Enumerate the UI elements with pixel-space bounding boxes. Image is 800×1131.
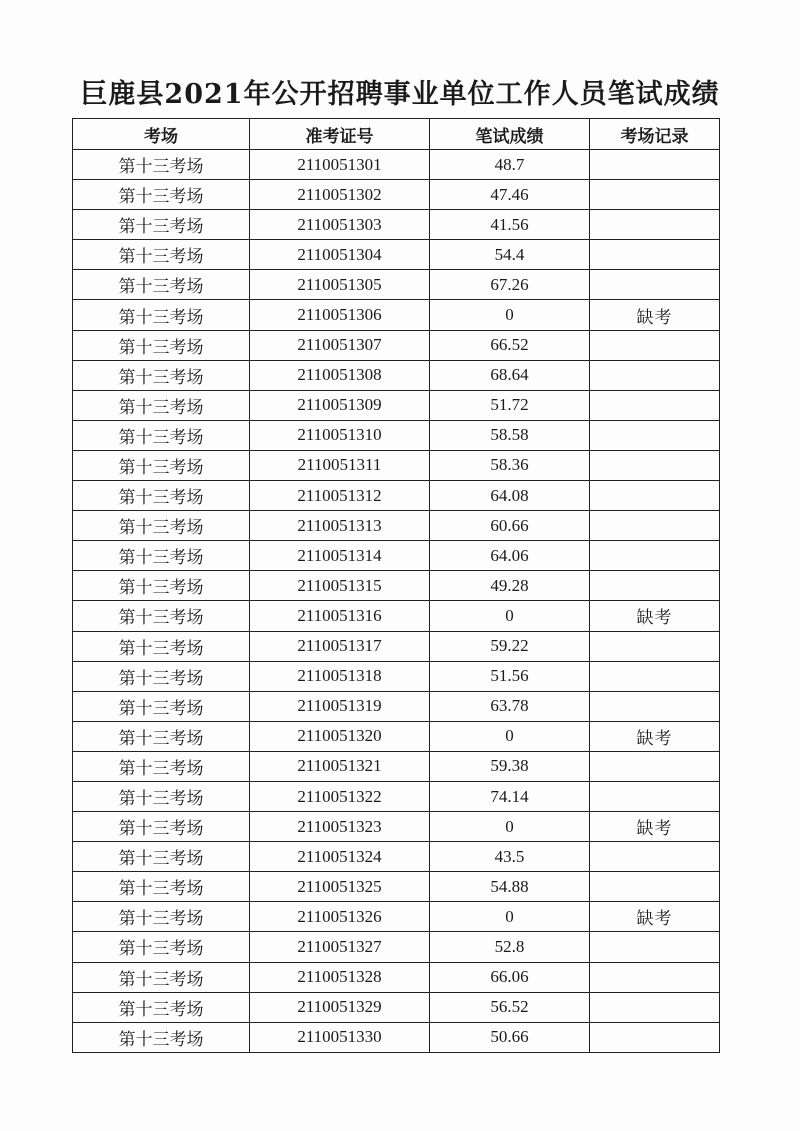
table-row — [73, 992, 720, 1022]
cell-exam-room: 第十三考场 — [73, 661, 250, 691]
table-row — [73, 631, 720, 661]
cell-admission-number: 2110051324 — [250, 842, 430, 872]
cell-exam-room: 第十三考场 — [73, 751, 250, 781]
cell-written-score: 49.28 — [430, 571, 590, 601]
cell-exam-room: 第十三考场 — [73, 631, 250, 661]
cell-exam-record — [590, 330, 720, 360]
cell-written-score: 66.52 — [430, 330, 590, 360]
table-row — [73, 932, 720, 962]
cell-written-score: 64.08 — [430, 481, 590, 511]
cell-exam-room: 第十三考场 — [73, 902, 250, 932]
cell-written-score: 0 — [430, 300, 590, 330]
cell-exam-room: 第十三考场 — [73, 601, 250, 631]
cell-exam-room: 第十三考场 — [73, 992, 250, 1022]
cell-admission-number: 2110051316 — [250, 601, 430, 631]
table-row — [73, 661, 720, 691]
cell-exam-record — [590, 481, 720, 511]
table-row — [73, 420, 720, 450]
cell-exam-record — [590, 150, 720, 180]
cell-exam-record — [590, 390, 720, 420]
cell-exam-record: 缺考 — [590, 812, 720, 842]
cell-admission-number: 2110051301 — [250, 150, 430, 180]
cell-admission-number: 2110051310 — [250, 420, 430, 450]
cell-written-score: 67.26 — [430, 270, 590, 300]
cell-written-score: 48.7 — [430, 150, 590, 180]
cell-admission-number: 2110051311 — [250, 450, 430, 480]
cell-written-score: 50.66 — [430, 1022, 590, 1052]
cell-written-score: 54.88 — [430, 872, 590, 902]
cell-exam-record: 缺考 — [590, 902, 720, 932]
table-row — [73, 571, 720, 601]
cell-written-score: 58.36 — [430, 450, 590, 480]
cell-admission-number: 2110051327 — [250, 932, 430, 962]
cell-exam-record — [590, 661, 720, 691]
cell-exam-room: 第十三考场 — [73, 571, 250, 601]
cell-exam-room: 第十三考场 — [73, 420, 250, 450]
cell-exam-record: 缺考 — [590, 721, 720, 751]
cell-exam-room: 第十三考场 — [73, 691, 250, 721]
cell-written-score: 0 — [430, 902, 590, 932]
table-body — [73, 150, 720, 1053]
table-row — [73, 812, 720, 842]
cell-exam-room: 第十三考场 — [73, 721, 250, 751]
cell-exam-room: 第十三考场 — [73, 962, 250, 992]
cell-written-score: 63.78 — [430, 691, 590, 721]
cell-exam-record — [590, 360, 720, 390]
table-row — [73, 210, 720, 240]
cell-exam-record — [590, 511, 720, 541]
cell-written-score: 47.46 — [430, 180, 590, 210]
cell-written-score: 66.06 — [430, 962, 590, 992]
cell-admission-number: 2110051319 — [250, 691, 430, 721]
cell-exam-room: 第十三考场 — [73, 330, 250, 360]
cell-written-score: 0 — [430, 601, 590, 631]
cell-exam-room: 第十三考场 — [73, 450, 250, 480]
cell-admission-number: 2110051320 — [250, 721, 430, 751]
cell-written-score: 43.5 — [430, 842, 590, 872]
cell-exam-room: 第十三考场 — [73, 781, 250, 811]
cell-admission-number: 2110051304 — [250, 240, 430, 270]
cell-admission-number: 2110051328 — [250, 962, 430, 992]
cell-exam-record: 缺考 — [590, 300, 720, 330]
cell-exam-record — [590, 571, 720, 601]
cell-exam-room: 第十三考场 — [73, 180, 250, 210]
cell-admission-number: 2110051323 — [250, 812, 430, 842]
cell-admission-number: 2110051307 — [250, 330, 430, 360]
cell-exam-room: 第十三考场 — [73, 1022, 250, 1052]
cell-exam-record: 缺考 — [590, 601, 720, 631]
cell-exam-record — [590, 270, 720, 300]
table-header-row — [73, 119, 720, 150]
cell-exam-room: 第十三考场 — [73, 300, 250, 330]
cell-exam-room: 第十三考场 — [73, 511, 250, 541]
table-row — [73, 330, 720, 360]
cell-admission-number: 2110051302 — [250, 180, 430, 210]
cell-exam-record — [590, 541, 720, 571]
cell-admission-number: 2110051329 — [250, 992, 430, 1022]
table-row — [73, 962, 720, 992]
cell-admission-number: 2110051318 — [250, 661, 430, 691]
cell-exam-record — [590, 210, 720, 240]
header-exam-room: 考场 — [73, 119, 250, 150]
table-row — [73, 541, 720, 571]
cell-written-score: 51.56 — [430, 661, 590, 691]
cell-written-score: 56.52 — [430, 992, 590, 1022]
table-row — [73, 150, 720, 180]
cell-admission-number: 2110051309 — [250, 390, 430, 420]
cell-exam-record — [590, 751, 720, 781]
cell-written-score: 52.8 — [430, 932, 590, 962]
cell-written-score: 64.06 — [430, 541, 590, 571]
cell-admission-number: 2110051314 — [250, 541, 430, 571]
cell-written-score: 0 — [430, 812, 590, 842]
table-row — [73, 601, 720, 631]
cell-exam-room: 第十三考场 — [73, 150, 250, 180]
cell-exam-room: 第十三考场 — [73, 541, 250, 571]
cell-admission-number: 2110051315 — [250, 571, 430, 601]
table-row — [73, 872, 720, 902]
table-row — [73, 842, 720, 872]
table-row — [73, 751, 720, 781]
cell-admission-number: 2110051330 — [250, 1022, 430, 1052]
cell-written-score: 68.64 — [430, 360, 590, 390]
cell-exam-record — [590, 1022, 720, 1052]
cell-written-score: 59.38 — [430, 751, 590, 781]
cell-exam-room: 第十三考场 — [73, 842, 250, 872]
cell-exam-room: 第十三考场 — [73, 360, 250, 390]
cell-exam-room: 第十三考场 — [73, 872, 250, 902]
cell-written-score: 54.4 — [430, 240, 590, 270]
table-row — [73, 360, 720, 390]
cell-exam-record — [590, 180, 720, 210]
table-row — [73, 781, 720, 811]
table-row — [73, 481, 720, 511]
header-exam-record: 考场记录 — [590, 119, 720, 150]
cell-admission-number: 2110051325 — [250, 872, 430, 902]
cell-admission-number: 2110051303 — [250, 210, 430, 240]
table-row — [73, 300, 720, 330]
table-row — [73, 1022, 720, 1052]
cell-exam-record — [590, 962, 720, 992]
cell-admission-number: 2110051312 — [250, 481, 430, 511]
cell-admission-number: 2110051317 — [250, 631, 430, 661]
cell-exam-record — [590, 842, 720, 872]
cell-written-score: 58.58 — [430, 420, 590, 450]
table-row — [73, 721, 720, 751]
cell-admission-number: 2110051322 — [250, 781, 430, 811]
table-row — [73, 270, 720, 300]
cell-exam-record — [590, 992, 720, 1022]
cell-written-score: 74.14 — [430, 781, 590, 811]
table-row — [73, 902, 720, 932]
cell-admission-number: 2110051306 — [250, 300, 430, 330]
cell-exam-record — [590, 631, 720, 661]
cell-exam-record — [590, 781, 720, 811]
table-row — [73, 691, 720, 721]
cell-admission-number: 2110051305 — [250, 270, 430, 300]
cell-exam-room: 第十三考场 — [73, 270, 250, 300]
score-table — [72, 118, 720, 1053]
cell-exam-room: 第十三考场 — [73, 932, 250, 962]
page-title: 巨鹿县2021年公开招聘事业单位工作人员笔试成绩 — [80, 79, 720, 110]
cell-written-score: 0 — [430, 721, 590, 751]
header-written-score: 笔试成绩 — [430, 119, 590, 150]
cell-admission-number: 2110051326 — [250, 902, 430, 932]
cell-exam-room: 第十三考场 — [73, 812, 250, 842]
cell-exam-room: 第十三考场 — [73, 481, 250, 511]
cell-exam-record — [590, 420, 720, 450]
cell-written-score: 60.66 — [430, 511, 590, 541]
cell-written-score: 41.56 — [430, 210, 590, 240]
cell-exam-room: 第十三考场 — [73, 210, 250, 240]
cell-admission-number: 2110051308 — [250, 360, 430, 390]
table-row — [73, 240, 720, 270]
cell-exam-record — [590, 691, 720, 721]
table-row — [73, 180, 720, 210]
cell-exam-record — [590, 872, 720, 902]
cell-admission-number: 2110051321 — [250, 751, 430, 781]
cell-written-score: 51.72 — [430, 390, 590, 420]
cell-exam-room: 第十三考场 — [73, 390, 250, 420]
header-admission-number: 准考证号 — [250, 119, 430, 150]
table-row — [73, 511, 720, 541]
cell-exam-record — [590, 240, 720, 270]
cell-exam-record — [590, 450, 720, 480]
cell-admission-number: 2110051313 — [250, 511, 430, 541]
cell-written-score: 59.22 — [430, 631, 590, 661]
cell-exam-record — [590, 932, 720, 962]
table-row — [73, 450, 720, 480]
table-row — [73, 390, 720, 420]
cell-exam-room: 第十三考场 — [73, 240, 250, 270]
